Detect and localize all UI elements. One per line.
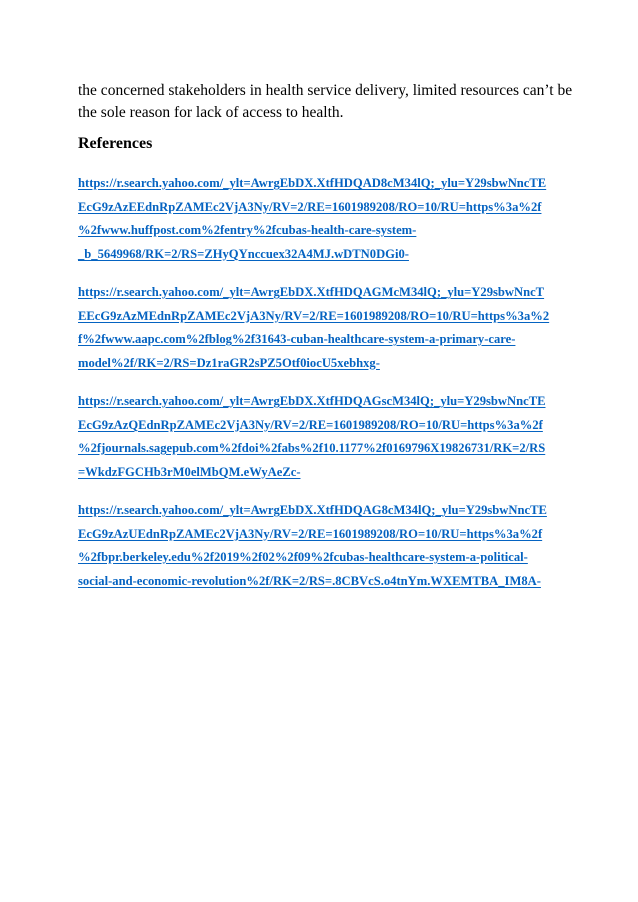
reference-link-line[interactable]: %2fwww.huffpost.com%2fentry%2fcubas-health-care-system- bbox=[78, 223, 417, 237]
reference-link-line[interactable]: social-and-economic-revolution%2f/RK=2/RS=.8CBVcS.o4tnYm.WXEMTBA_IM8A- bbox=[78, 573, 541, 588]
reference-link-line[interactable]: EcG9zAzUEdnRpZAMEc2VjA3Ny/RV=2/RE=1601989208/RO=10/RU=https%3a%2f bbox=[78, 526, 543, 541]
reference-link-line[interactable]: f%2fwww.aapc.com%2fblog%2f31643-cuban-healthcare-system-a-primary-care- bbox=[78, 332, 516, 346]
reference-link-line[interactable]: EcG9zAzQEdnRpZAMEc2VjA3Ny/RV=2/RE=1601989208/RO=10/RU=https%3a%2f bbox=[78, 417, 543, 432]
reference-item bbox=[78, 281, 568, 375]
reference-item bbox=[78, 390, 568, 484]
paragraph-line: the concerned stakeholders in health service delivery, limited resources can’t be bbox=[78, 82, 573, 99]
reference-link-line[interactable]: https://r.search.yahoo.com/_ylt=AwrgEbDX.XtfHDQAD8cM34lQ;_ylu=Y29sbwNncTE bbox=[78, 176, 547, 190]
reference-item bbox=[78, 172, 568, 266]
reference-link-line[interactable]: EEcG9zAzMEdnRpZAMEc2VjA3Ny/RV=2/RE=1601989208/RO=10/RU=https%3a%2 bbox=[78, 308, 550, 323]
reference-link-line[interactable]: _b_5649968/RK=2/RS=ZHyQYnccuex32A4MJ.wDTN0DGi0- bbox=[78, 246, 409, 261]
references-list bbox=[78, 172, 568, 608]
reference-link-line[interactable]: =WkdzFGCHb3rM0elMbQM.eWyAeZc- bbox=[78, 464, 301, 479]
reference-item bbox=[78, 499, 568, 593]
paragraph-line: the sole reason for lack of access to health. bbox=[78, 104, 344, 121]
reference-link-line[interactable]: model%2f/RK=2/RS=Dz1raGR2sPZ5Otf0iocU5xebhxg- bbox=[78, 355, 380, 370]
reference-link-line[interactable]: EcG9zAzEEdnRpZAMEc2VjA3Ny/RV=2/RE=1601989208/RO=10/RU=https%3a%2f bbox=[78, 199, 542, 214]
reference-link-line[interactable]: %2fjournals.sagepub.com%2fdoi%2fabs%2f10.1177%2f0169796X19826731/RK=2/RS bbox=[78, 441, 546, 455]
references-heading: References bbox=[78, 135, 153, 152]
reference-link-line[interactable]: %2fbpr.berkeley.edu%2f2019%2f02%2f09%2fcubas-healthcare-system-a-political- bbox=[78, 550, 528, 564]
body-paragraph bbox=[78, 80, 573, 124]
reference-link-line[interactable]: https://r.search.yahoo.com/_ylt=AwrgEbDX.XtfHDQAGMcM34lQ;_ylu=Y29sbwNncT bbox=[78, 285, 545, 299]
reference-link-line[interactable]: https://r.search.yahoo.com/_ylt=AwrgEbDX.XtfHDQAGscM34lQ;_ylu=Y29sbwNncTE bbox=[78, 394, 546, 408]
reference-link-line[interactable]: https://r.search.yahoo.com/_ylt=AwrgEbDX.XtfHDQAG8cM34lQ;_ylu=Y29sbwNncTE bbox=[78, 503, 547, 517]
